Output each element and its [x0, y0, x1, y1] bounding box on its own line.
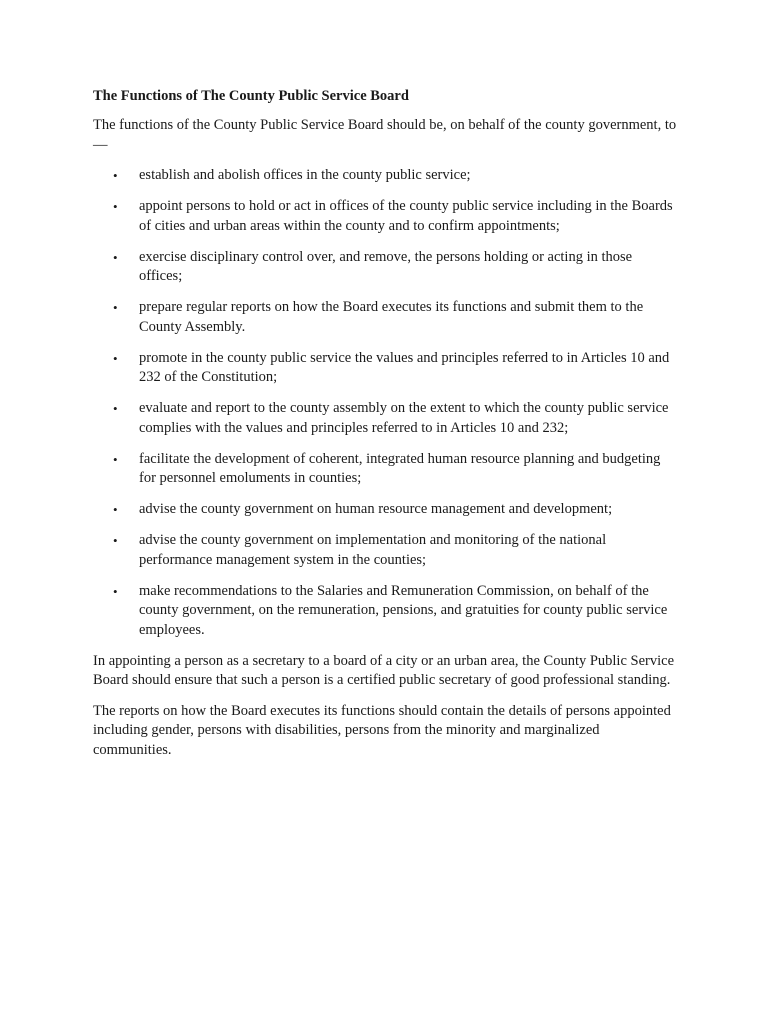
bullet-icon: •: [113, 168, 118, 183]
list-item: [93, 298, 678, 337]
list-item: [93, 349, 678, 388]
list-item: [93, 166, 678, 186]
document-page: [93, 86, 678, 771]
bullet-icon: •: [113, 451, 118, 467]
intro-paragraph: The functions of the County Public Service Board should be, on behalf of the county government, to—: [93, 117, 677, 153]
list-item-text: facilitate the development of coherent, integrated human resource planning and budgeting for personnel emoluments in counties;: [139, 450, 661, 486]
functions-list: [93, 166, 678, 640]
document-title: The Functions of The County Public Service Board: [93, 88, 409, 104]
bullet-icon: •: [113, 249, 118, 265]
bullet-icon: •: [113, 401, 118, 416]
bullet-icon: •: [113, 350, 118, 366]
reports-paragraph: The reports on how the Board executes its functions should contain the details of persons appointed including gender, persons with disabilities, persons from the minority and marginalized communities.: [93, 702, 671, 758]
bullet-icon: •: [113, 533, 118, 548]
list-item: [93, 399, 678, 438]
bullet-icon: •: [113, 199, 118, 214]
list-item: [93, 500, 678, 520]
secretary-paragraph: In appointing a person as a secretary to a board of a city or an urban area, the County Public Service Board should ensure that such a person is a certified public secretary of good professional standing.: [93, 652, 675, 688]
list-item-text: prepare regular reports on how the Board executes its functions and submit them to the County Assembly.: [139, 299, 644, 335]
list-item-text: evaluate and report to the county assembly on the extent to which the county public service complies with the values and principles referred to in Articles 10 and 232;: [139, 400, 669, 436]
bullet-icon: •: [113, 583, 118, 599]
list-item-text: make recommendations to the Salaries and Remuneration Commission, on behalf of the county government, on the remuneration, pensions, and gratuities for county public service employees.: [139, 582, 668, 638]
list-item: [93, 531, 678, 570]
list-item: [93, 582, 678, 641]
list-item-text: establish and abolish offices in the county public service;: [139, 167, 471, 183]
list-item-text: advise the county government on human resource management and development;: [139, 501, 613, 517]
list-item-text: exercise disciplinary control over, and remove, the persons holding or acting in those offices;: [139, 248, 633, 284]
list-item-text: advise the county government on implementation and monitoring of the national performance management system in the counties;: [139, 532, 607, 568]
bullet-icon: •: [113, 502, 118, 517]
bullet-icon: •: [113, 300, 118, 315]
list-item: [93, 450, 678, 489]
list-item: [93, 248, 678, 287]
list-item: [93, 197, 678, 236]
list-item-text: appoint persons to hold or act in offices of the county public service including in the Boards of cities and urban areas within the county and to confirm appointments;: [139, 198, 673, 234]
list-item-text: promote in the county public service the values and principles referred to in Articles 10 and 232 of the Constitution;: [139, 349, 670, 385]
